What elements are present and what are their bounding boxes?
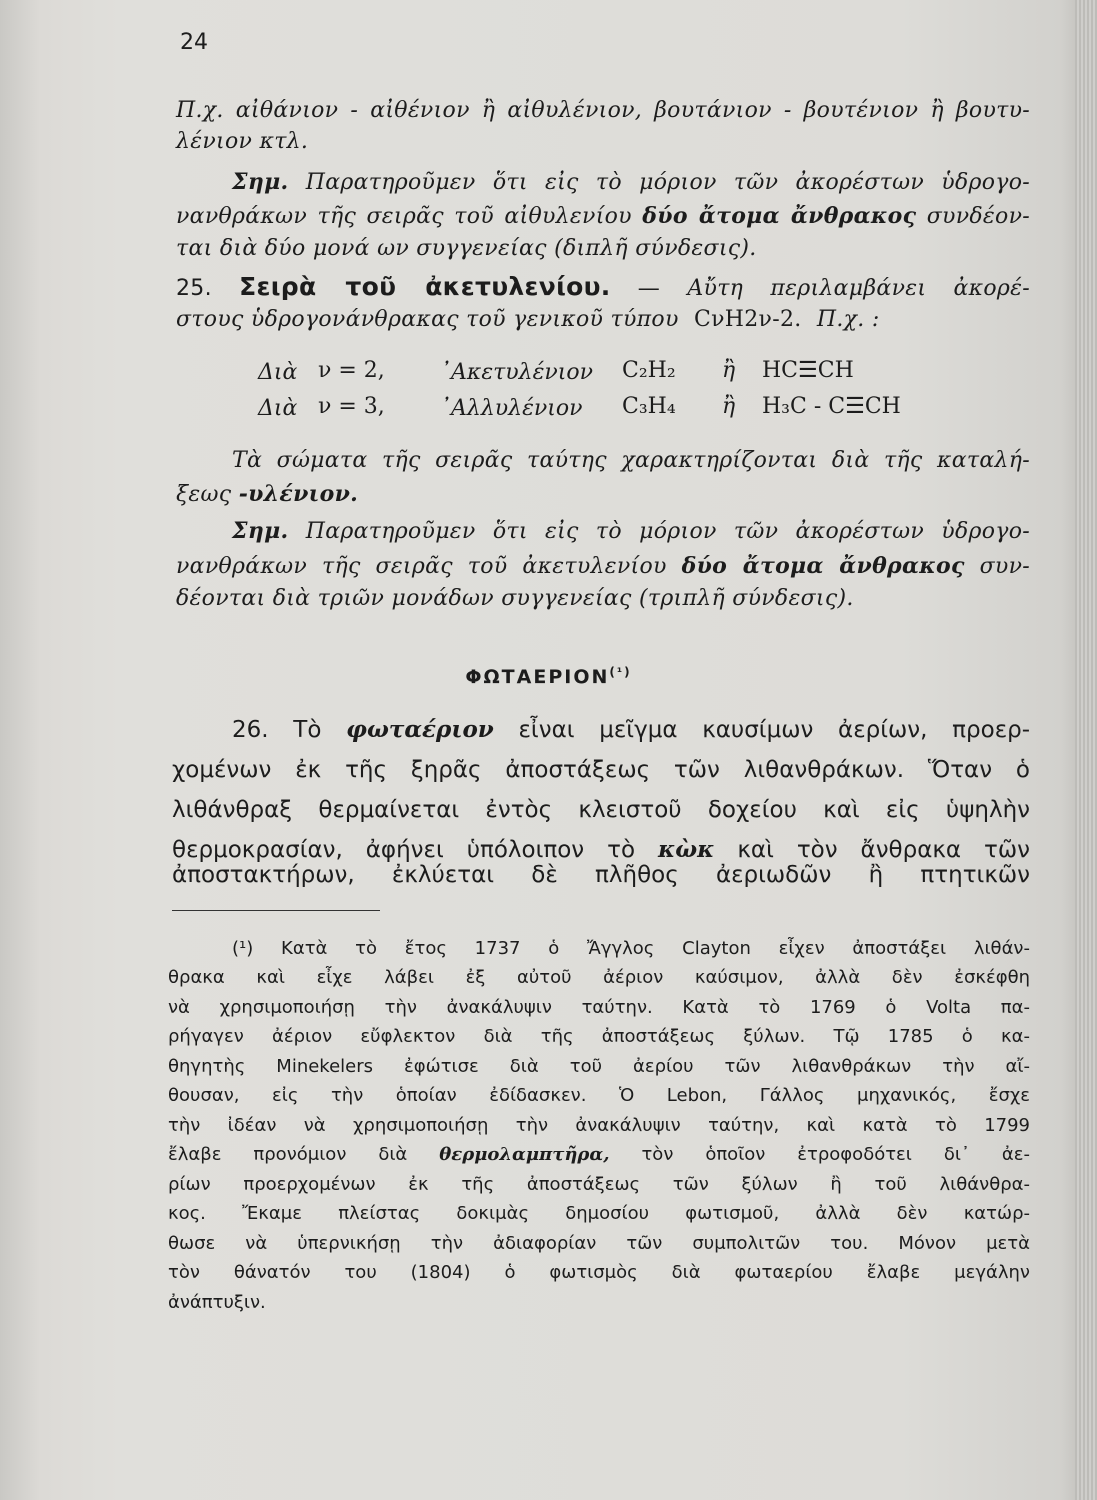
section-26-line-5: ἀποστακτήρων, ἐκλύεται δὲ πλῆθος ἀεριωδῶν ἢ πτητικῶν (172, 862, 1030, 888)
text-line: λένιον κτλ. (176, 129, 309, 154)
term-fotaerion: φωταέριον (346, 716, 494, 743)
footnote-line: νὰ χρησιμοποιήσῃ τὴν ἀνακάλυψιν ταύτην. Κατὰ τὸ 1769 ὁ Volta πα- (168, 997, 1030, 1018)
suffix-line-1: Τὰ σώματα τῆς σειρᾶς ταύτης χαρακτηρίζονται διὰ τῆς καταλή- (232, 448, 1030, 473)
section-heading: $\Phi\Omega TAEPION^{(^1)}$ (465, 665, 632, 688)
footnote-line-1: (¹) Κατὰ τὸ ἔτος 1737 ὁ Ἄγγλος Clayton εἶχεν ἀποστάξει λιθάν- (232, 938, 1030, 959)
suffix-line-2: ξεως -υλένιον. (176, 481, 359, 507)
example-1-name: ᾿Ακετυλένιον (440, 360, 594, 385)
emphasis: δύο ἄτομα ἄνθρακος (642, 203, 917, 229)
example-2-name: ᾿Αλλυλένιον (440, 396, 583, 421)
text-line: Π.χ. αἰθάνιον - αἰθένιον ἢ αἰθυλένιον, βουτάνιον - βουτένιον ἢ βουτυ- (176, 98, 1030, 123)
footnote-rule (172, 910, 380, 911)
page-edge (1075, 0, 1097, 1500)
note1-line-1: Σημ. Παρατηροῦμεν ὅτι εἰς τὸ μόριον τῶν ἀκορέστων ὑδρογο- (232, 169, 1031, 195)
note1-line-3: ται διὰ δύο μονά ων συγγενείας (διπλῆ σύνδεσις). (176, 236, 757, 261)
example-2-formula: C₃H₄ (622, 394, 676, 419)
example-2-dia: Διὰ (258, 396, 298, 421)
note1-line-2: νανθράκων τῆς σειρᾶς τοῦ αἰθυλενίου δύο ἄτομα ἄνθρακος συνδέον- (176, 203, 1030, 229)
footnote-line: ἀνάπτυξιν. (168, 1292, 266, 1313)
footnote-line: θηγητὴς Minekelers ἐφώτισε διὰ τοῦ ἀερίου τῶν λιθανθράκων τὴν αἴ- (168, 1056, 1030, 1077)
footnote-ref: (¹) (609, 665, 632, 679)
footnote-line: ρίων προερχομένων ἐκ τῆς ἀποστάξεως τῶν ξύλων ἢ τοῦ λιθάνθρα- (168, 1174, 1030, 1195)
section-26-line-4: θερμοκρασίαν, ἀφήνει ὑπόλοιπον τὸ κὼκ καὶ τὸν ἄνθρακα τῶν (172, 836, 1031, 863)
footnote-mark: (¹) (232, 938, 254, 959)
example-1-or: ἢ (722, 358, 736, 383)
note1-label: Σημ. (232, 169, 289, 195)
suffix-ending: -υλένιον. (238, 481, 359, 507)
term-kok: κὼκ (658, 836, 715, 863)
example-1-n: ν = 2, (318, 358, 385, 383)
emphasis: δύο ἄτομα ἄνθρακος (681, 553, 965, 579)
footnote-line: ἔλαβε προνόμιον διὰ θερμολαμπτῆρα, τὸν ὁποῖον ἐτροφοδότει δι᾿ ἀε- (168, 1144, 1030, 1165)
example-1-structure: HC☰CH (762, 358, 854, 383)
example-2-or: ἢ (722, 394, 736, 419)
section-25-line-2: στους ὑδρογονάνθρακας τοῦ γενικοῦ τύπου CνH2ν-2. Π.χ. : (176, 307, 880, 332)
example-2-structure: H₃C - C☰CH (762, 394, 901, 419)
section-25-line-1: 25. Σειρὰ τοῦ ἀκετυλενίου. — Αὔτη περιλαμβάνει ἀκορέ- (176, 272, 1031, 301)
note2-line-2: νανθράκων τῆς σειρᾶς τοῦ ἀκετυλενίου δύο ἄτομα ἄνθρακος συν- (176, 553, 1031, 579)
term-thermolamptira: θερμολαμπτῆρα, (439, 1144, 610, 1165)
section-26-line-2: χομένων ἐκ τῆς ξηρᾶς ἀποστάξεως τῶν λιθανθράκων. Ὅταν ὁ (172, 757, 1030, 783)
footnote-line: θουσαν, εἰς τὴν ὁποίαν ἐδίδασκεν. Ὁ Lebon, Γάλλος μηχανικός, ἔσχε (168, 1085, 1030, 1106)
footnote-line: ρήγαγεν ἀέριον εὔφλεκτον διὰ τῆς ἀποστάξεως ξύλων. Τῷ 1785 ὁ κα- (168, 1026, 1030, 1047)
note2-label: Σημ. (232, 518, 289, 544)
page-number: 24 (180, 30, 208, 55)
example-1-formula: C₂H₂ (622, 358, 676, 383)
footnote-line: τὴν ἰδέαν νὰ χρησιμοποιήσῃ τὴν ἀνακάλυψιν ταύτην, καὶ κατὰ τὸ 1799 (168, 1115, 1030, 1136)
footnote-line: τὸν θάνατόν του (1804) ὁ φωτισμὸς διὰ φωταερίου ἔλαβε μεγάλην (168, 1262, 1030, 1283)
section-25-title: Σειρὰ τοῦ ἀκετυλενίου. (239, 272, 611, 301)
section-26-line-3: λιθάνθραξ θερμαίνεται ἐντὸς κλειστοῦ δοχείου καὶ εἰς ὑψηλὴν (172, 797, 1030, 823)
footnote-line: κος. Ἔκαμε πλείστας δοκιμὰς δημοσίου φωτισμοῦ, ἀλλὰ δὲν κατώρ- (168, 1203, 1030, 1224)
section-26-line-1: 26. Τὸ φωταέριον εἶναι μεῖγμα καυσίμων ἀερίων, προερ- (232, 716, 1031, 743)
example-1-dia: Διὰ (258, 360, 298, 385)
footnote-line: θρακα καὶ εἶχε λάβει ἐξ αὐτοῦ ἀέριον καύσιμον, ἀλλὰ δὲν ἐσκέφθη (168, 967, 1030, 988)
note2-line-1: Σημ. Παρατηροῦμεν ὅτι εἰς τὸ μόριον τῶν ἀκορέστων ὑδρογο- (232, 518, 1031, 544)
footnote-line: θωσε νὰ ὑπερνικήσῃ τὴν ἀδιαφορίαν τῶν συμπολιτῶν του. Μόνον μετὰ (168, 1233, 1030, 1254)
general-formula: CνH2ν-2. (693, 307, 802, 332)
example-2-n: ν = 3, (318, 394, 385, 419)
note2-line-3: δέονται διὰ τριῶν μονάδων συγγενείας (τριπλῆ σύνδεσις). (176, 586, 854, 611)
